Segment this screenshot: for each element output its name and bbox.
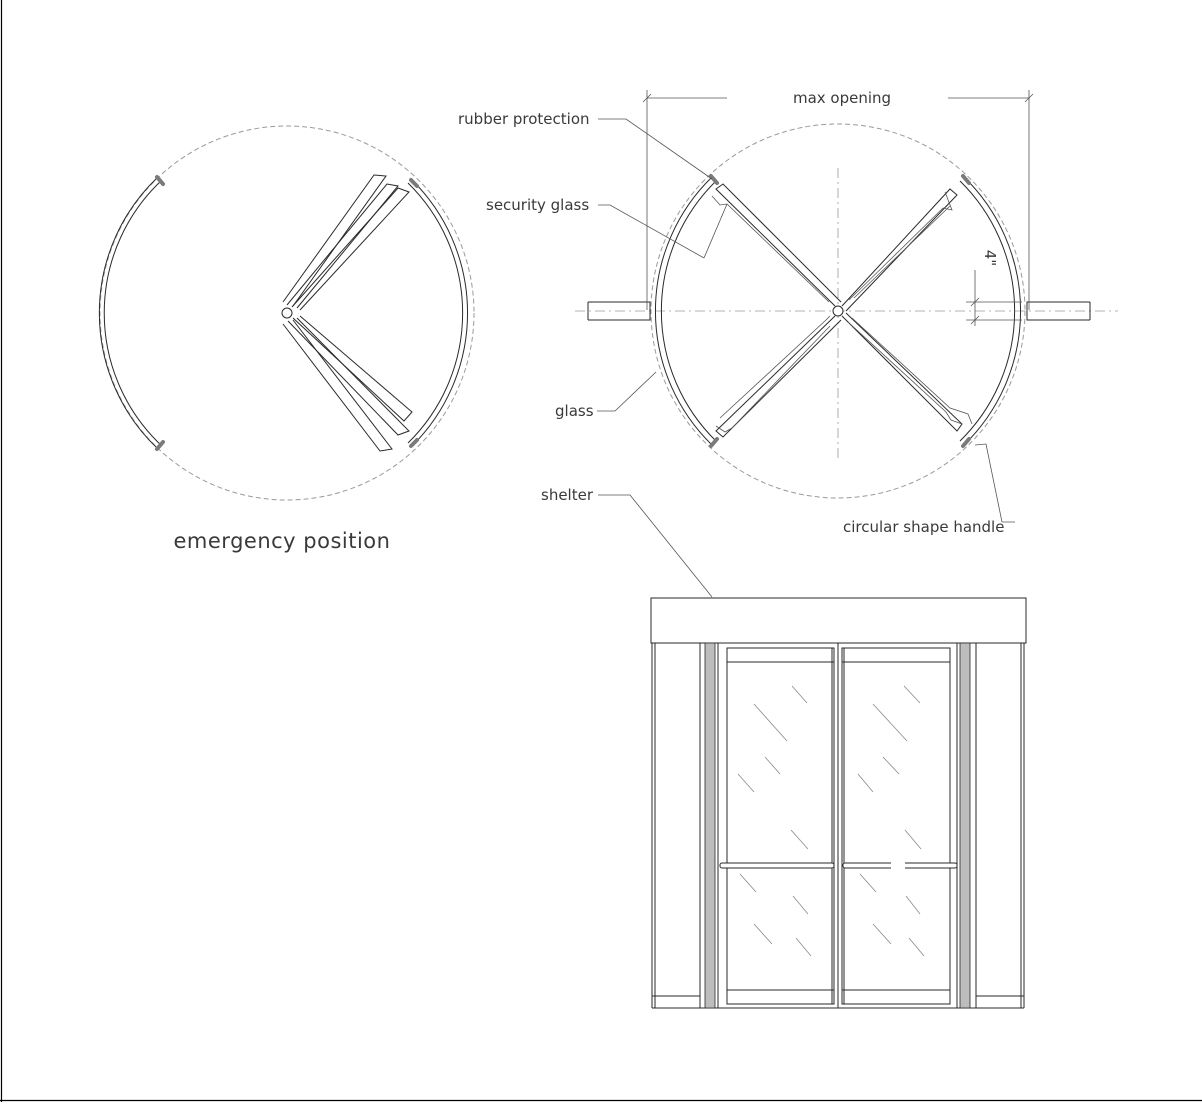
rubber-protection-label: rubber protection [458, 110, 590, 128]
glass-label: glass [555, 402, 594, 420]
circular-shape-handle-label: circular shape handle [843, 518, 1005, 536]
shelter-canopy [651, 598, 1026, 643]
security-glass-label: security glass [486, 196, 590, 214]
door-leaves [727, 643, 950, 1008]
max-opening-label: max opening [792, 89, 892, 107]
emergency-position-label: emergency position [173, 529, 391, 553]
left-curved-wall [99, 177, 162, 449]
pivot-axis [282, 308, 292, 318]
center-lines [575, 168, 1118, 462]
glass-reflection-hatches [738, 686, 924, 956]
four-inch-label: 4" [981, 249, 999, 267]
front-elevation [651, 598, 1026, 1008]
normal-position-plan [458, 89, 1118, 597]
folded-wings-upper [283, 175, 409, 310]
right-curved-wall [408, 180, 468, 446]
emergency-position-plan [99, 126, 474, 553]
pivot-axis [833, 306, 843, 316]
folded-wings-lower [283, 316, 412, 451]
shelter-label: shelter [541, 486, 593, 504]
four-inch-dimension [966, 270, 1022, 326]
